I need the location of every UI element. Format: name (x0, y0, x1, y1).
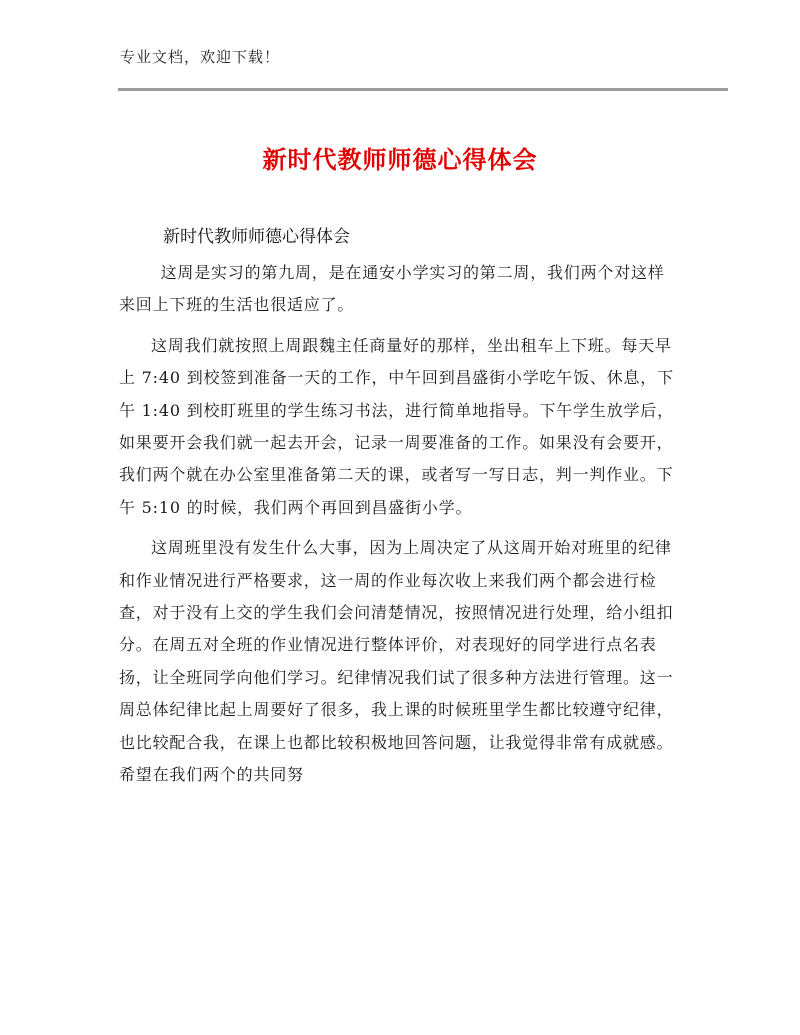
paragraph-3: 这周班里没有发生什么大事，因为上周决定了从这周开始对班里的纪律和作业情况进行严格要求，这一周的作业每次收上来我们两个都会进行检查，对于没有上交的学生我们会问清楚情况，按照情况进行处理，给小组扣分。在周五对全班的作业情况进行整体评价，对表现好的同学进行点名表扬，让全班同学向他们学习。纪律情况我们试了很多种方法进行管理。这一周总体纪律比起上周要好了很多，我上课的时候班里学生都比较遵守纪律，也比较配合我，在课上也都比较积极地回答问题，让我觉得非常有成就感。希望在我们两个的共同努 (119, 538, 674, 785)
document-title: 新时代教师师德心得体会 (262, 146, 538, 174)
header-note: 专业文档，欢迎下载！ (120, 48, 281, 66)
header-divider (118, 88, 728, 91)
paragraph-2: 这周我们就按照上周跟魏主任商量好的那样，坐出租车上下班。每天早上 7:40 到校签到准备一天的工作，中午回到昌盛街小学吃午饭、休息，下午 1:40 到校盯班里的学生练习书法，进行简单地指导。下午学生放学后，如果要开会我们就一起去开会，记录一周要准备的工作。如果没有会要开，我们两个就在办公室里准备第二天的课，或者写一写日志，判一判作业。下午 5:10 的时候，我们两个再回到昌盛街小学。 (119, 335, 674, 517)
document-subtitle: 新时代教师师德心得体会 (163, 227, 350, 247)
document-body (119, 257, 679, 800)
paragraph-1: 这周是实习的第九周，是在通安小学实习的第二周，我们两个对这样来回上下班的生活也很适应了。 (119, 263, 665, 315)
